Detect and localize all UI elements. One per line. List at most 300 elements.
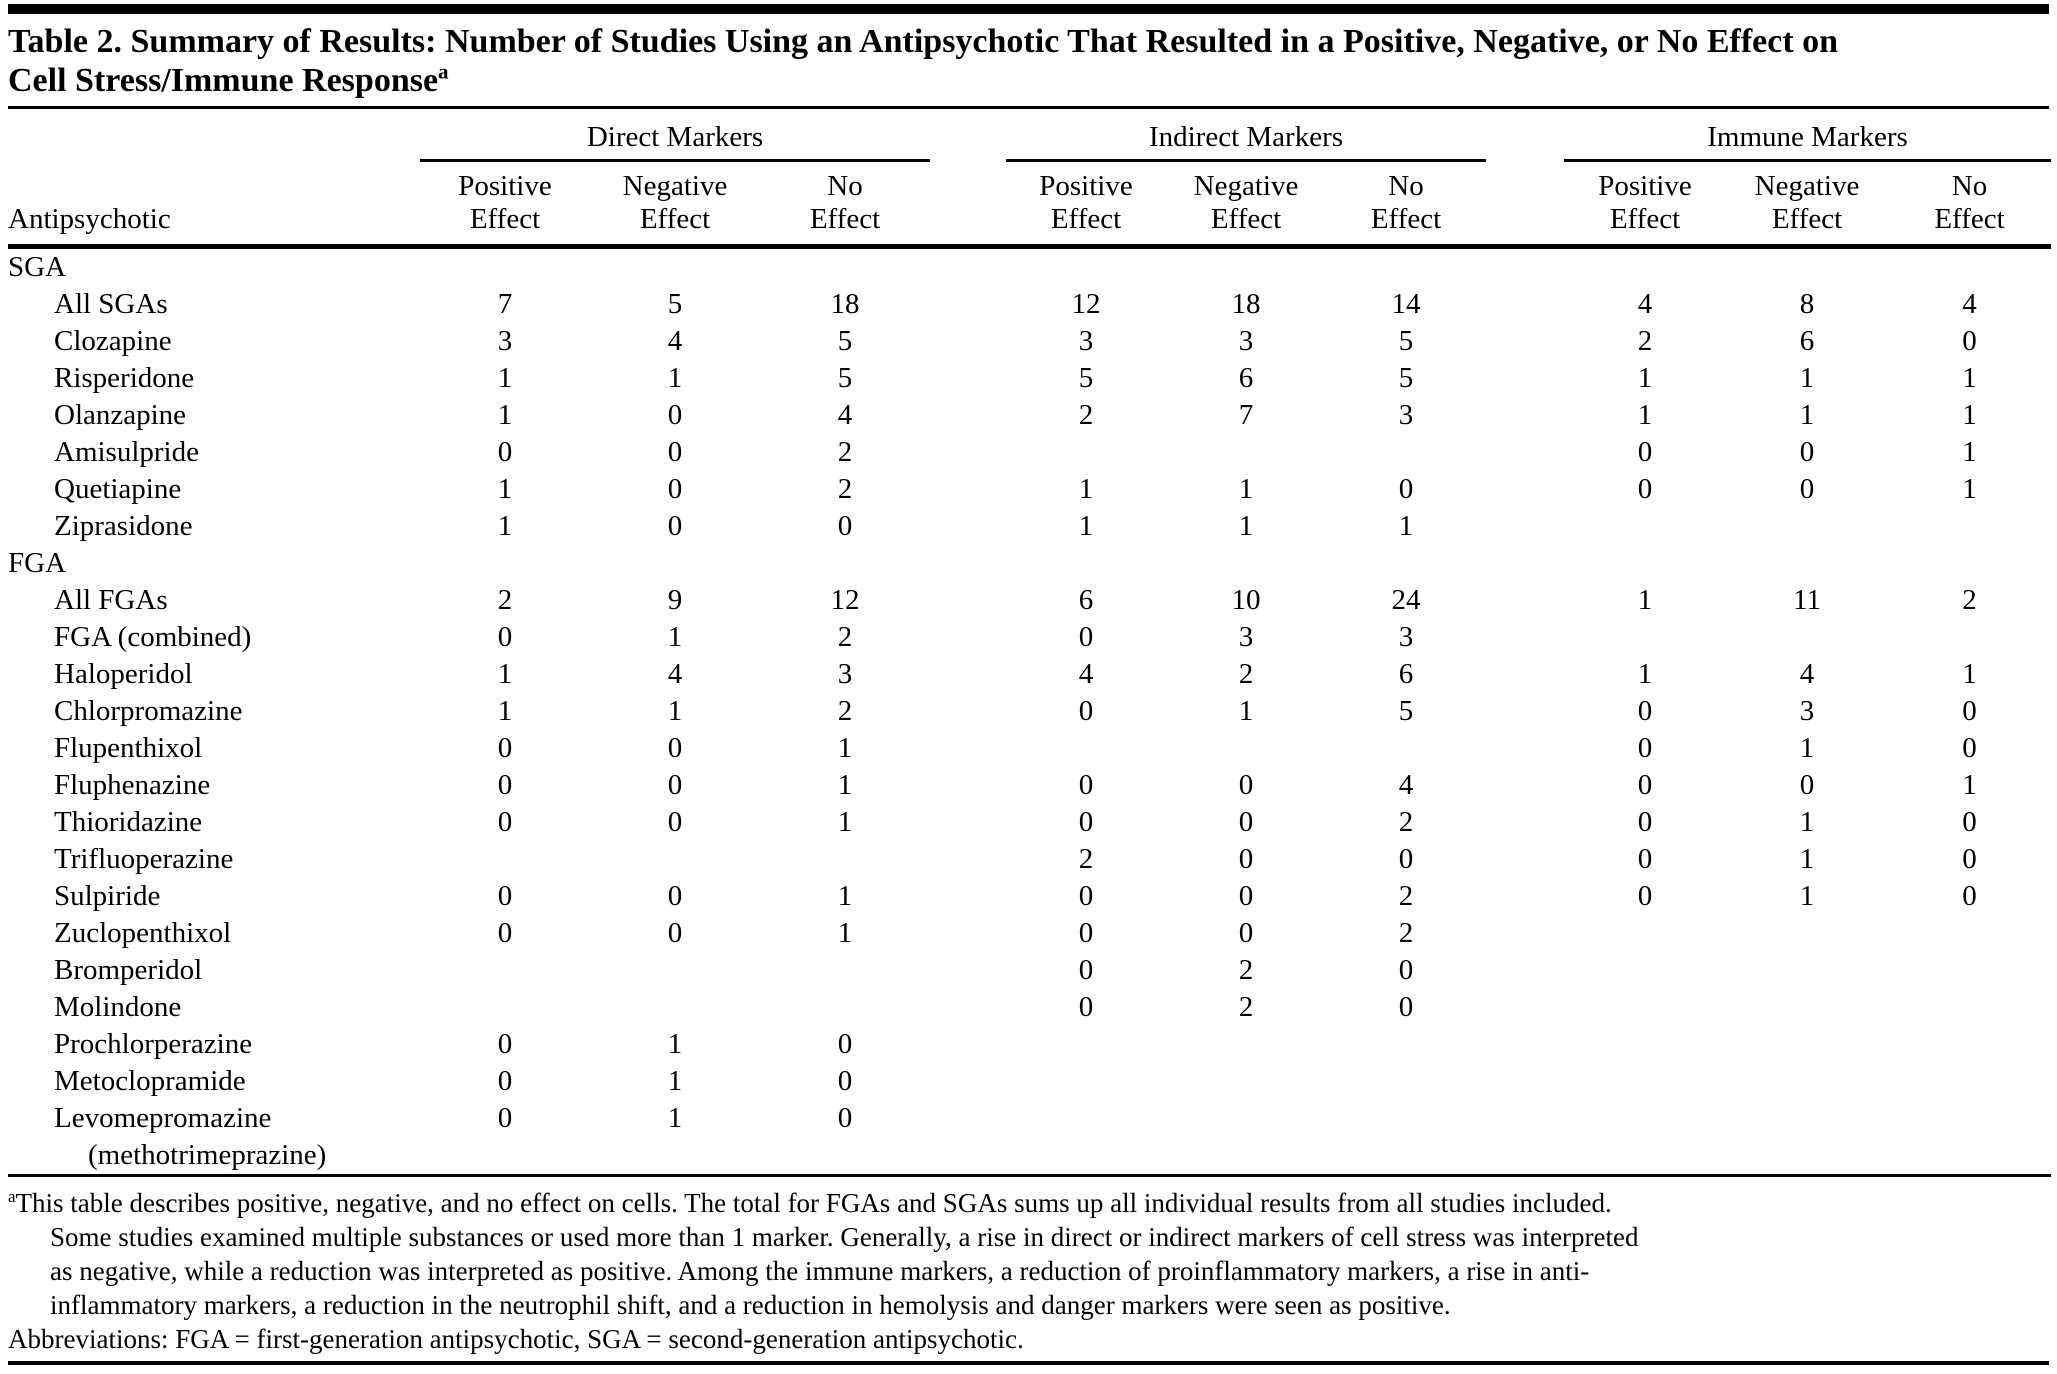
value-cell: 6: [1398, 658, 1414, 690]
value-cell: 1: [1799, 880, 1815, 912]
table-row: [8, 915, 2051, 952]
value-cell: 2: [1078, 843, 1094, 875]
row-label: Metoclopramide: [54, 1065, 246, 1097]
value-cell: 6: [1799, 325, 1815, 357]
value-cell: 3: [1238, 325, 1254, 357]
value-cell: [1326, 1026, 1486, 1063]
table-row: [8, 841, 2051, 878]
table-row: [8, 1026, 2051, 1063]
value-cell: 1: [667, 621, 683, 653]
column-gap: [1486, 952, 1564, 989]
value-cell: 0: [837, 1102, 853, 1134]
group-header-immune-markers: Immune Markers: [1564, 109, 2051, 161]
value-cell: [1006, 1100, 1166, 1176]
column-gap: [930, 471, 1006, 508]
value-cell: [590, 989, 760, 1026]
table-row: [8, 545, 2051, 582]
value-cell: 0: [497, 621, 513, 653]
value-cell: 5: [1078, 362, 1094, 394]
table-row: [8, 397, 2051, 434]
footnote-line: as negative, while a reduction was interpreted as positive. Among the immune markers, a reduction of proinflammatory markers, a rise in anti-: [50, 1256, 1590, 1286]
value-cell: 0: [667, 510, 683, 542]
value-cell: 2: [1637, 325, 1653, 357]
column-gap: [1486, 286, 1564, 323]
value-cell: [1888, 1100, 2051, 1176]
row-label: Fluphenazine: [54, 769, 211, 801]
value-cell: 0: [1398, 991, 1414, 1023]
column-gap: [1486, 360, 1564, 397]
value-cell: [1326, 247, 1486, 287]
value-cell: [1888, 508, 2051, 545]
column-group-row: [8, 109, 2051, 161]
table-row: [8, 804, 2051, 841]
value-cell: [1166, 545, 1326, 582]
row-label: Olanzapine: [54, 399, 187, 431]
value-cell: [1726, 508, 1888, 545]
value-cell: [1166, 1063, 1326, 1100]
value-cell: 1: [497, 658, 513, 690]
value-cell: [1564, 1026, 1726, 1063]
value-cell: 3: [1238, 621, 1254, 653]
value-cell: 0: [1238, 843, 1254, 875]
value-cell: 4: [667, 658, 683, 690]
column-gap: [930, 619, 1006, 656]
value-cell: [1326, 1100, 1486, 1176]
column-gap: [1486, 693, 1564, 730]
column-gap: [930, 434, 1006, 471]
table-row: [8, 360, 2051, 397]
value-cell: 5: [1398, 325, 1414, 357]
value-cell: [420, 952, 590, 989]
column-gap: [1486, 619, 1564, 656]
column-gap: [1486, 989, 1564, 1026]
column-gap: [930, 952, 1006, 989]
column-gap: [1486, 878, 1564, 915]
value-cell: [1888, 989, 2051, 1026]
value-cell: 1: [497, 399, 513, 431]
sub-header-indirect-no-effect: No Effect: [1370, 170, 1442, 235]
value-cell: 0: [1637, 806, 1653, 838]
value-cell: 5: [837, 325, 853, 357]
value-cell: [1726, 247, 1888, 287]
row-label: Levomepromazine (methotrimeprazine): [8, 1100, 420, 1176]
value-cell: 0: [837, 510, 853, 542]
value-cell: [590, 247, 760, 287]
value-cell: 0: [497, 1065, 513, 1097]
row-label: Zuclopenthixol: [54, 917, 232, 949]
column-gap: [930, 878, 1006, 915]
value-cell: [1006, 434, 1166, 471]
top-rule-bar: [8, 4, 2049, 14]
value-cell: 0: [667, 917, 683, 949]
value-cell: 1: [837, 880, 853, 912]
value-cell: 7: [1238, 399, 1254, 431]
column-gap: [930, 323, 1006, 360]
value-cell: 1: [1078, 473, 1094, 505]
value-cell: 0: [497, 880, 513, 912]
value-cell: [1166, 730, 1326, 767]
value-cell: 6: [1238, 362, 1254, 394]
table-row: [8, 1063, 2051, 1100]
value-cell: 4: [1799, 658, 1815, 690]
value-cell: 3: [1078, 325, 1094, 357]
value-cell: [1888, 247, 2051, 287]
value-cell: [1564, 1063, 1726, 1100]
column-gap: [930, 989, 1006, 1026]
table-row: [8, 730, 2051, 767]
row-label: All FGAs: [54, 584, 168, 616]
column-gap: [930, 582, 1006, 619]
value-cell: 1: [497, 473, 513, 505]
value-cell: [420, 545, 590, 582]
value-cell: 0: [667, 399, 683, 431]
value-cell: 0: [1238, 806, 1254, 838]
value-cell: 1: [837, 917, 853, 949]
value-cell: 2: [1078, 399, 1094, 431]
value-cell: 0: [497, 436, 513, 468]
value-cell: 0: [1398, 954, 1414, 986]
row-label: Thioridazine: [54, 806, 203, 838]
value-cell: [1726, 1026, 1888, 1063]
value-cell: [1006, 545, 1166, 582]
value-cell: [590, 952, 760, 989]
value-cell: [1564, 952, 1726, 989]
value-cell: 9: [667, 584, 683, 616]
sub-header-indirect-negative: Negative Effect: [1193, 170, 1299, 235]
row-label: SGA: [8, 251, 67, 283]
column-gap: [1486, 323, 1564, 360]
value-cell: [420, 841, 590, 878]
value-cell: [1564, 915, 1726, 952]
value-cell: 0: [1238, 769, 1254, 801]
value-cell: [1888, 915, 2051, 952]
column-gap: [930, 730, 1006, 767]
value-cell: 5: [1398, 362, 1414, 394]
footnote-line: $^a$This table describes positive, negative, and no effect on cells. The total for FGAs and SGAs sums up all individual results from all studies included.: [8, 1187, 1612, 1218]
row-label: Haloperidol: [54, 658, 193, 690]
value-cell: 1: [837, 732, 853, 764]
value-cell: [1726, 1063, 1888, 1100]
table-row: [8, 767, 2051, 804]
value-cell: 0: [1799, 436, 1815, 468]
footnote-marker: a: [8, 1187, 16, 1206]
abbreviations-line: Abbreviations: FGA = first-generation antipsychotic, SGA = second-generation antipsychotic.: [8, 1324, 1024, 1354]
sub-header-indirect-positive: Positive Effect: [1039, 170, 1133, 235]
value-cell: 1: [837, 806, 853, 838]
sub-header-direct-positive: Positive Effect: [458, 170, 552, 235]
value-cell: 6: [1078, 584, 1094, 616]
value-cell: 1: [1799, 399, 1815, 431]
value-cell: [1888, 952, 2051, 989]
value-cell: 10: [1231, 584, 1261, 616]
value-cell: 0: [837, 1028, 853, 1060]
value-cell: 11: [1793, 584, 1821, 616]
table-title: [8, 22, 2049, 100]
value-cell: 1: [1799, 806, 1815, 838]
value-cell: 1: [1799, 362, 1815, 394]
value-cell: 0: [667, 473, 683, 505]
value-cell: 2: [837, 695, 853, 727]
column-gap: [930, 693, 1006, 730]
value-cell: 1: [1637, 399, 1653, 431]
column-gap: [1486, 434, 1564, 471]
value-cell: 0: [1962, 732, 1977, 764]
column-gap: [1486, 915, 1564, 952]
value-cell: 1: [667, 1102, 683, 1134]
value-cell: 8: [1799, 288, 1815, 320]
value-cell: 3: [1398, 621, 1414, 653]
value-cell: 2: [837, 473, 853, 505]
value-cell: 1: [497, 362, 513, 394]
column-gap: [1486, 656, 1564, 693]
value-cell: 0: [837, 1065, 853, 1097]
value-cell: 1: [667, 1065, 683, 1097]
sub-header-immune-no-effect: No Effect: [1934, 170, 2005, 235]
value-cell: 4: [837, 399, 853, 431]
value-cell: 4: [1078, 658, 1094, 690]
column-gap: [1486, 1063, 1564, 1100]
value-cell: 0: [497, 917, 513, 949]
value-cell: [1726, 545, 1888, 582]
value-cell: 1: [1962, 769, 1977, 801]
results-table: [8, 109, 2051, 1177]
value-cell: [1726, 989, 1888, 1026]
column-gap: [930, 767, 1006, 804]
table-row: [8, 656, 2051, 693]
value-cell: 1: [497, 510, 513, 542]
table-row: [8, 693, 2051, 730]
value-cell: [1564, 508, 1726, 545]
value-cell: 0: [1962, 880, 1977, 912]
value-cell: 2: [837, 621, 853, 653]
column-gap: [1486, 767, 1564, 804]
value-cell: 5: [1398, 695, 1414, 727]
column-gap: [1486, 1026, 1564, 1063]
value-cell: 1: [837, 769, 853, 801]
row-label: Prochlorperazine: [54, 1028, 253, 1060]
column-gap: [930, 545, 1006, 582]
value-cell: [1564, 545, 1726, 582]
table-row: [8, 247, 2051, 287]
row-label: Trifluoperazine: [54, 843, 234, 875]
table-row: [8, 323, 2051, 360]
value-cell: [1564, 989, 1726, 1026]
row-label: FGA: [8, 547, 67, 579]
value-cell: 2: [497, 584, 513, 616]
sub-header-direct-no-effect: No Effect: [809, 170, 881, 235]
table-header: [8, 109, 2051, 247]
value-cell: 0: [1962, 325, 1977, 357]
table-row: [8, 471, 2051, 508]
value-cell: [1726, 915, 1888, 952]
column-gap: [1486, 545, 1564, 582]
value-cell: [760, 952, 930, 989]
value-cell: 0: [667, 732, 683, 764]
value-cell: 1: [1962, 658, 1977, 690]
row-label: Ziprasidone: [54, 510, 193, 542]
column-gap: [930, 1063, 1006, 1100]
value-cell: 12: [830, 584, 860, 616]
table-row: [8, 508, 2051, 545]
value-cell: [760, 247, 930, 287]
value-cell: 0: [1799, 473, 1815, 505]
value-cell: [1726, 619, 1888, 656]
value-cell: 0: [1078, 621, 1094, 653]
value-cell: 2: [1398, 880, 1414, 912]
value-cell: 0: [1962, 843, 1977, 875]
value-cell: 0: [497, 769, 513, 801]
value-cell: 1: [1962, 399, 1977, 431]
value-cell: [1166, 1026, 1326, 1063]
row-label: FGA (combined): [54, 621, 252, 653]
table-row: [8, 619, 2051, 656]
value-cell: [1326, 730, 1486, 767]
column-gap: [930, 841, 1006, 878]
value-cell: 1: [667, 695, 683, 727]
row-label: Molindone: [54, 991, 182, 1023]
value-cell: 0: [497, 732, 513, 764]
value-cell: 2: [1238, 954, 1254, 986]
value-cell: 1: [1238, 695, 1254, 727]
value-cell: [1166, 434, 1326, 471]
row-label: Sulpiride: [54, 880, 161, 912]
value-cell: 0: [1637, 473, 1653, 505]
value-cell: 1: [1799, 843, 1815, 875]
value-cell: 0: [1238, 917, 1254, 949]
value-cell: [590, 545, 760, 582]
value-cell: 4: [1398, 769, 1414, 801]
value-cell: 1: [1962, 436, 1977, 468]
value-cell: 0: [667, 769, 683, 801]
value-cell: 0: [667, 806, 683, 838]
value-cell: 0: [667, 880, 683, 912]
value-cell: 4: [1962, 288, 1977, 320]
value-cell: [1326, 545, 1486, 582]
row-label: Flupenthixol: [54, 732, 203, 764]
value-cell: [1006, 1063, 1166, 1100]
table-row: [8, 286, 2051, 323]
value-cell: 0: [497, 1102, 513, 1134]
table-title-footnote-marker: a: [438, 59, 449, 84]
value-cell: 0: [1962, 695, 1977, 727]
value-cell: [1888, 1063, 2051, 1100]
value-cell: 18: [830, 288, 860, 320]
column-gap: [1486, 397, 1564, 434]
value-cell: [1006, 730, 1166, 767]
column-gap: [930, 804, 1006, 841]
value-cell: 7: [497, 288, 513, 320]
table-row: [8, 582, 2051, 619]
value-cell: 2: [1398, 917, 1414, 949]
value-cell: 1: [1799, 732, 1815, 764]
value-cell: 0: [1078, 806, 1094, 838]
value-cell: [420, 247, 590, 287]
value-cell: 0: [1637, 843, 1653, 875]
row-label: All SGAs: [54, 288, 168, 320]
value-cell: [760, 841, 930, 878]
column-gap: [1486, 1100, 1564, 1176]
value-cell: 14: [1391, 288, 1421, 320]
value-cell: 2: [1398, 806, 1414, 838]
row-label: Bromperidol: [54, 954, 203, 986]
value-cell: 0: [1238, 880, 1254, 912]
value-cell: 3: [497, 325, 513, 357]
column-gap: [930, 286, 1006, 323]
value-cell: [590, 841, 760, 878]
group-header-indirect-markers: Indirect Markers: [1006, 109, 1486, 161]
value-cell: 0: [1637, 695, 1653, 727]
bottom-divider: [8, 1361, 2049, 1365]
value-cell: 2: [1238, 991, 1254, 1023]
table-title-line1: Table 2. Summary of Results: Number of Studies Using an Antipsychotic That Resulted in a Positive, Negative, or No Effect on: [8, 23, 1839, 60]
value-cell: 5: [667, 288, 683, 320]
value-cell: [1564, 1100, 1726, 1176]
value-cell: 3: [1799, 695, 1815, 727]
row-label: Amisulpride: [54, 436, 199, 468]
value-cell: 2: [1962, 584, 1977, 616]
value-cell: 0: [1078, 954, 1094, 986]
value-cell: [760, 989, 930, 1026]
table-body: [8, 247, 2051, 1176]
value-cell: 2: [1238, 658, 1254, 690]
value-cell: 3: [837, 658, 853, 690]
column-gap: [930, 508, 1006, 545]
table-row: [8, 434, 2051, 471]
column-gap: [930, 397, 1006, 434]
value-cell: 24: [1391, 584, 1421, 616]
value-cell: 0: [1962, 806, 1977, 838]
column-gap: [1486, 471, 1564, 508]
value-cell: 1: [1962, 473, 1977, 505]
footnotes: [8, 1186, 2049, 1356]
value-cell: 0: [1799, 769, 1815, 801]
table-title-line2: Cell Stress/Immune Response: [8, 62, 439, 99]
value-cell: [1564, 247, 1726, 287]
row-label: Risperidone: [54, 362, 195, 394]
value-cell: 1: [667, 362, 683, 394]
value-cell: 0: [1637, 732, 1653, 764]
value-cell: [1726, 952, 1888, 989]
value-cell: [1726, 1100, 1888, 1176]
value-cell: 1: [1637, 584, 1653, 616]
table-row: [8, 878, 2051, 915]
row-label-continuation: (methotrimeprazine): [88, 1139, 327, 1171]
value-cell: 0: [1637, 436, 1653, 468]
value-cell: [1888, 619, 2051, 656]
value-cell: [1006, 247, 1166, 287]
value-cell: [1888, 545, 2051, 582]
footnote-line: Some studies examined multiple substances or used more than 1 marker. Generally, a rise in direct or indirect markers of cell stress was interpreted: [50, 1222, 1639, 1252]
value-cell: [1564, 619, 1726, 656]
row-label: Chlorpromazine: [54, 695, 243, 727]
value-cell: 5: [837, 362, 853, 394]
value-cell: 0: [1398, 843, 1414, 875]
column-gap: [1486, 804, 1564, 841]
value-cell: 2: [837, 436, 853, 468]
value-cell: 0: [1078, 917, 1094, 949]
column-gap: [930, 1026, 1006, 1063]
value-cell: 3: [1398, 399, 1414, 431]
column-gap: [1486, 109, 1564, 247]
value-cell: 0: [1398, 473, 1414, 505]
column-gap: [930, 915, 1006, 952]
value-cell: 1: [1398, 510, 1414, 542]
value-cell: 0: [497, 1028, 513, 1060]
value-cell: 18: [1231, 288, 1261, 320]
table-row: [8, 989, 2051, 1026]
column-gap: [1486, 730, 1564, 767]
value-cell: 0: [667, 436, 683, 468]
